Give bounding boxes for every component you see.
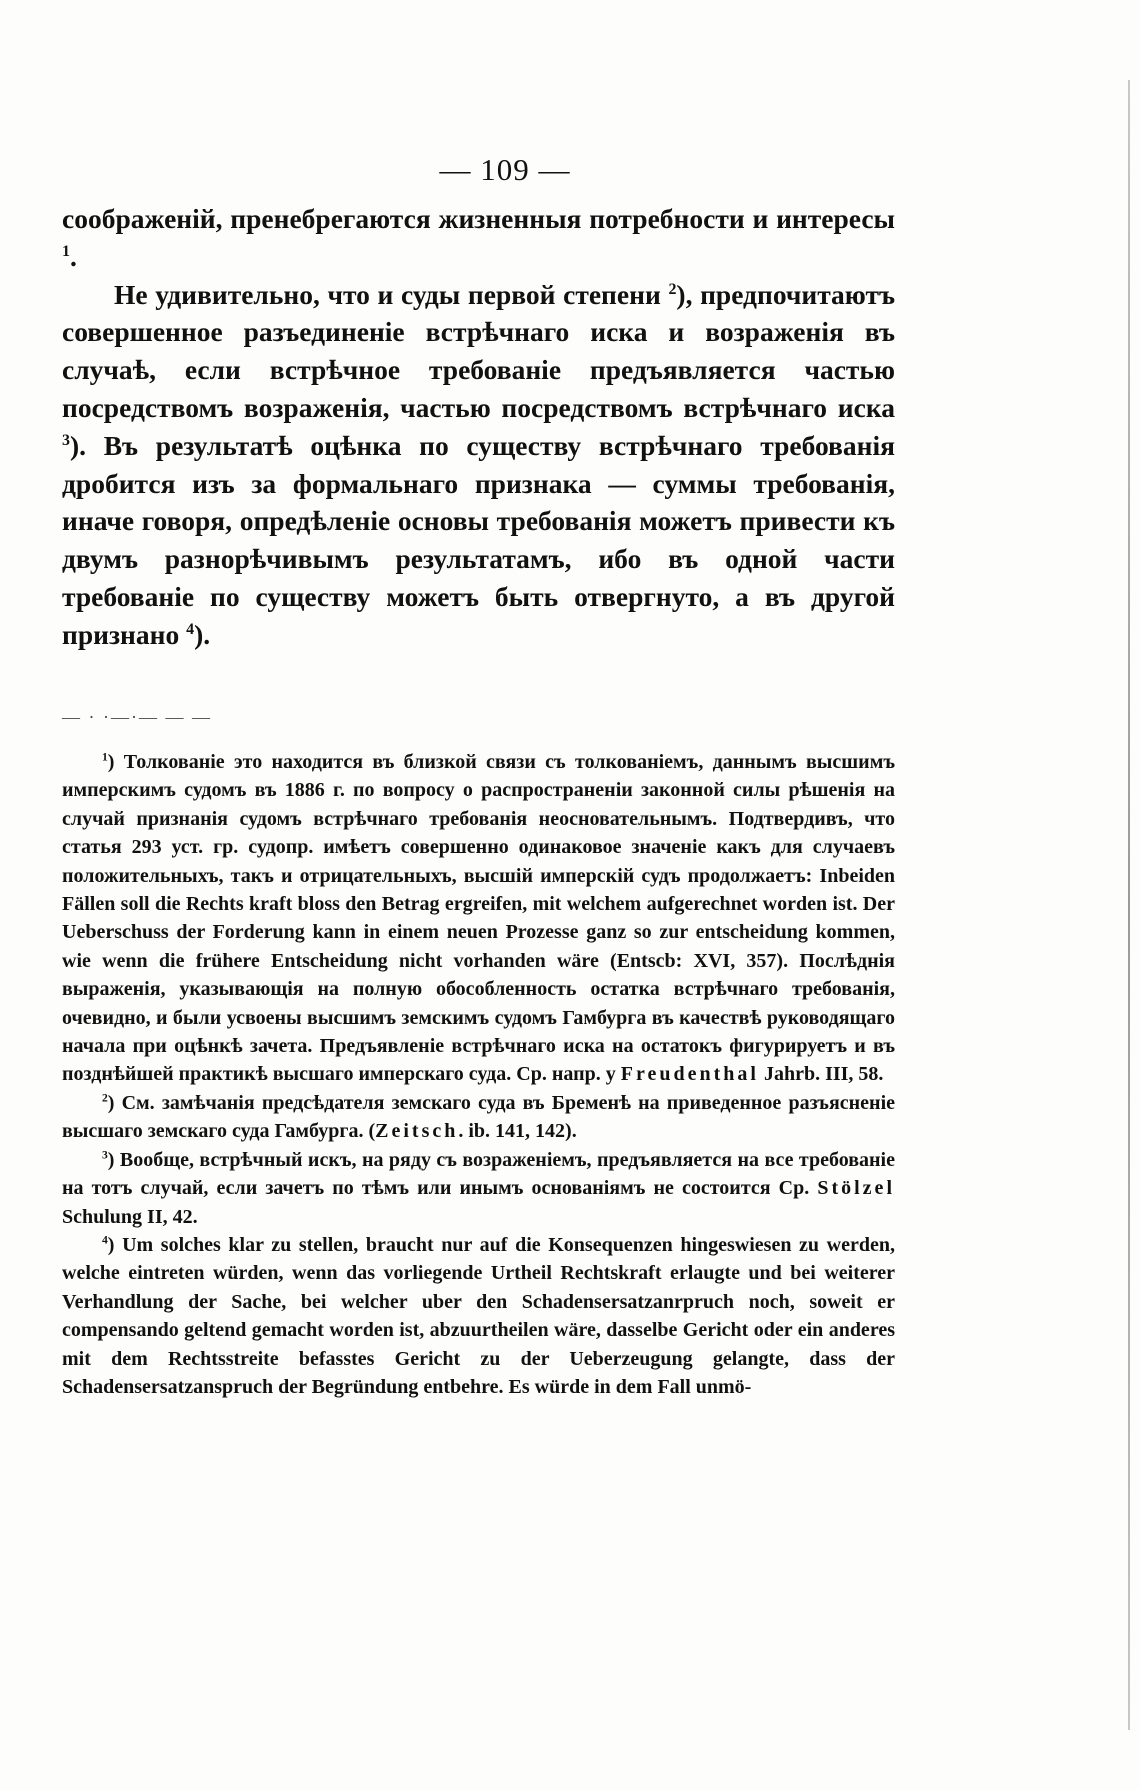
footnote-mark: 1 xyxy=(102,750,108,764)
footnote-mark: 3 xyxy=(102,1148,108,1162)
footnote-4: $^4$) Um solches klar zu stellen, braucht nur auf die Konsequenzen hingeswiesen zu werden, welche eintreten würden, wenn das vorliegende Urtheil Rechtskraft erlaugte und bei weiterer Verhandlung der Sache, bei welcher uber den Schadensersatzanrpruch noch, soweit er compensando geltend gemacht worden ist, abzuurtheilen wäre, dasselbe Gericht oder ein anderes mit dem Rechtsstreite befasstes Gericht zu der Ueberzeugung gelangte, dass der Schadensersatzanspruch der Begründung entbehre. Es würde in dem Fall unmö- xyxy=(62,1233,895,1398)
footnote-mark: 2 xyxy=(102,1091,108,1105)
footnotes xyxy=(62,748,895,1401)
page-number: — 109 — xyxy=(439,152,571,187)
author-name: Zeitsch xyxy=(375,1120,459,1143)
footnote-1: $^1$) Толкованіе это находится въ близкой связи съ толкованіемъ, даннымъ высшимъ имперскимъ судомъ въ 1886 г. по вопросу о распространеніи законной силы рѣшенія на случай признанія судомъ встрѣчнаго требованія неосновательнымъ. Подтвердивъ, что статья 293 уст. гр. судопр. имѣетъ совершенно одинаковое значеніе какъ для случаевъ положительныхъ, такъ и отрицательныхъ, высшій имперскій судъ продолжаетъ: Inbeiden Fällen soll die Rechts kraft bloss den Betrag ergreifen, mit welchem aufgerechnet worden ist. Der Ueberschuss der Forderung kann in einem neuen Prozesse ganz so zur entscheidung kommen, wie wenn die frühere Entscheidung nicht vorhanden wäre (Entscb: XVI, 357). Послѣднія выраженія, указывающія на полную обособленность остатка встрѣчнаго требованія, очевидно, и были усвоены высшимъ земскимъ судомъ Гамбурга въ качествѣ руководящаго начала при оцѣнкѣ зачета. Предъявленіе встрѣчнаго иска на остатокъ фигурируетъ и въ позднѣйшей практикѣ высшаго имперскаго суда. Ср. напр. у Freudenthal Jahrb. III, 58. xyxy=(62,750,895,1086)
footnote-separator: — · ·—·— — — xyxy=(62,707,212,727)
footnote-ref-1[interactable]: 1 xyxy=(62,242,70,260)
footnote-ref-2[interactable]: 2 xyxy=(668,280,677,298)
scan-edge xyxy=(1128,80,1130,1730)
footnote-3: $^3$) Вообще, встрѣчный искъ, на ряду съ возраженіемъ, предъявляется на все требованіе на тотъ случай, если зачетъ по тѣмъ или инымъ основаніямъ не состоится Ср. Stölzel Schulung II, 42. xyxy=(62,1148,895,1228)
author-name: Freudenthal xyxy=(620,1063,759,1086)
author-name: Stölzel xyxy=(817,1177,895,1200)
paragraph-1: соображеній, пренебрегаются жизненныя потребности и интересы $^1$. xyxy=(62,203,895,272)
footnote-2: $^2$) См. замѣчанія предсѣдателя земскаго суда въ Бременѣ на приведенное разъясненіе высшаго земскаго суда Гамбурга. (Zeitsch. ib. 141, 142). xyxy=(62,1091,895,1143)
footnote-ref-4[interactable]: 4 xyxy=(186,620,195,638)
paragraph-1-text: соображеній, пренебрегаются жизненныя потребности и интересы xyxy=(62,203,895,234)
footnote-mark: 4 xyxy=(102,1233,108,1247)
paragraph-2: Не удивительно, что и суды первой степени $^2$), предпочитаютъ совершенное разъединеніе встрѣчнаго иска и возраженія въ случаѣ, если встрѣчное требованіе предъявляется частью посредствомъ возраженія, частью посредствомъ встрѣчнаго иска $^3$). Въ результатѣ оцѣнка по существу встрѣчнаго требованія дробится изъ за формальнаго признака — суммы требованія, иначе говоря, опредѣленіе основы требованія можетъ привести къ двумъ разнорѣчивымъ результатамъ, ибо въ одной части требованіе по существу можетъ быть отвергнуто, а въ другой признано $^4$). xyxy=(62,278,895,650)
main-text xyxy=(62,200,895,654)
footnote-ref-3[interactable]: 3 xyxy=(62,431,70,449)
